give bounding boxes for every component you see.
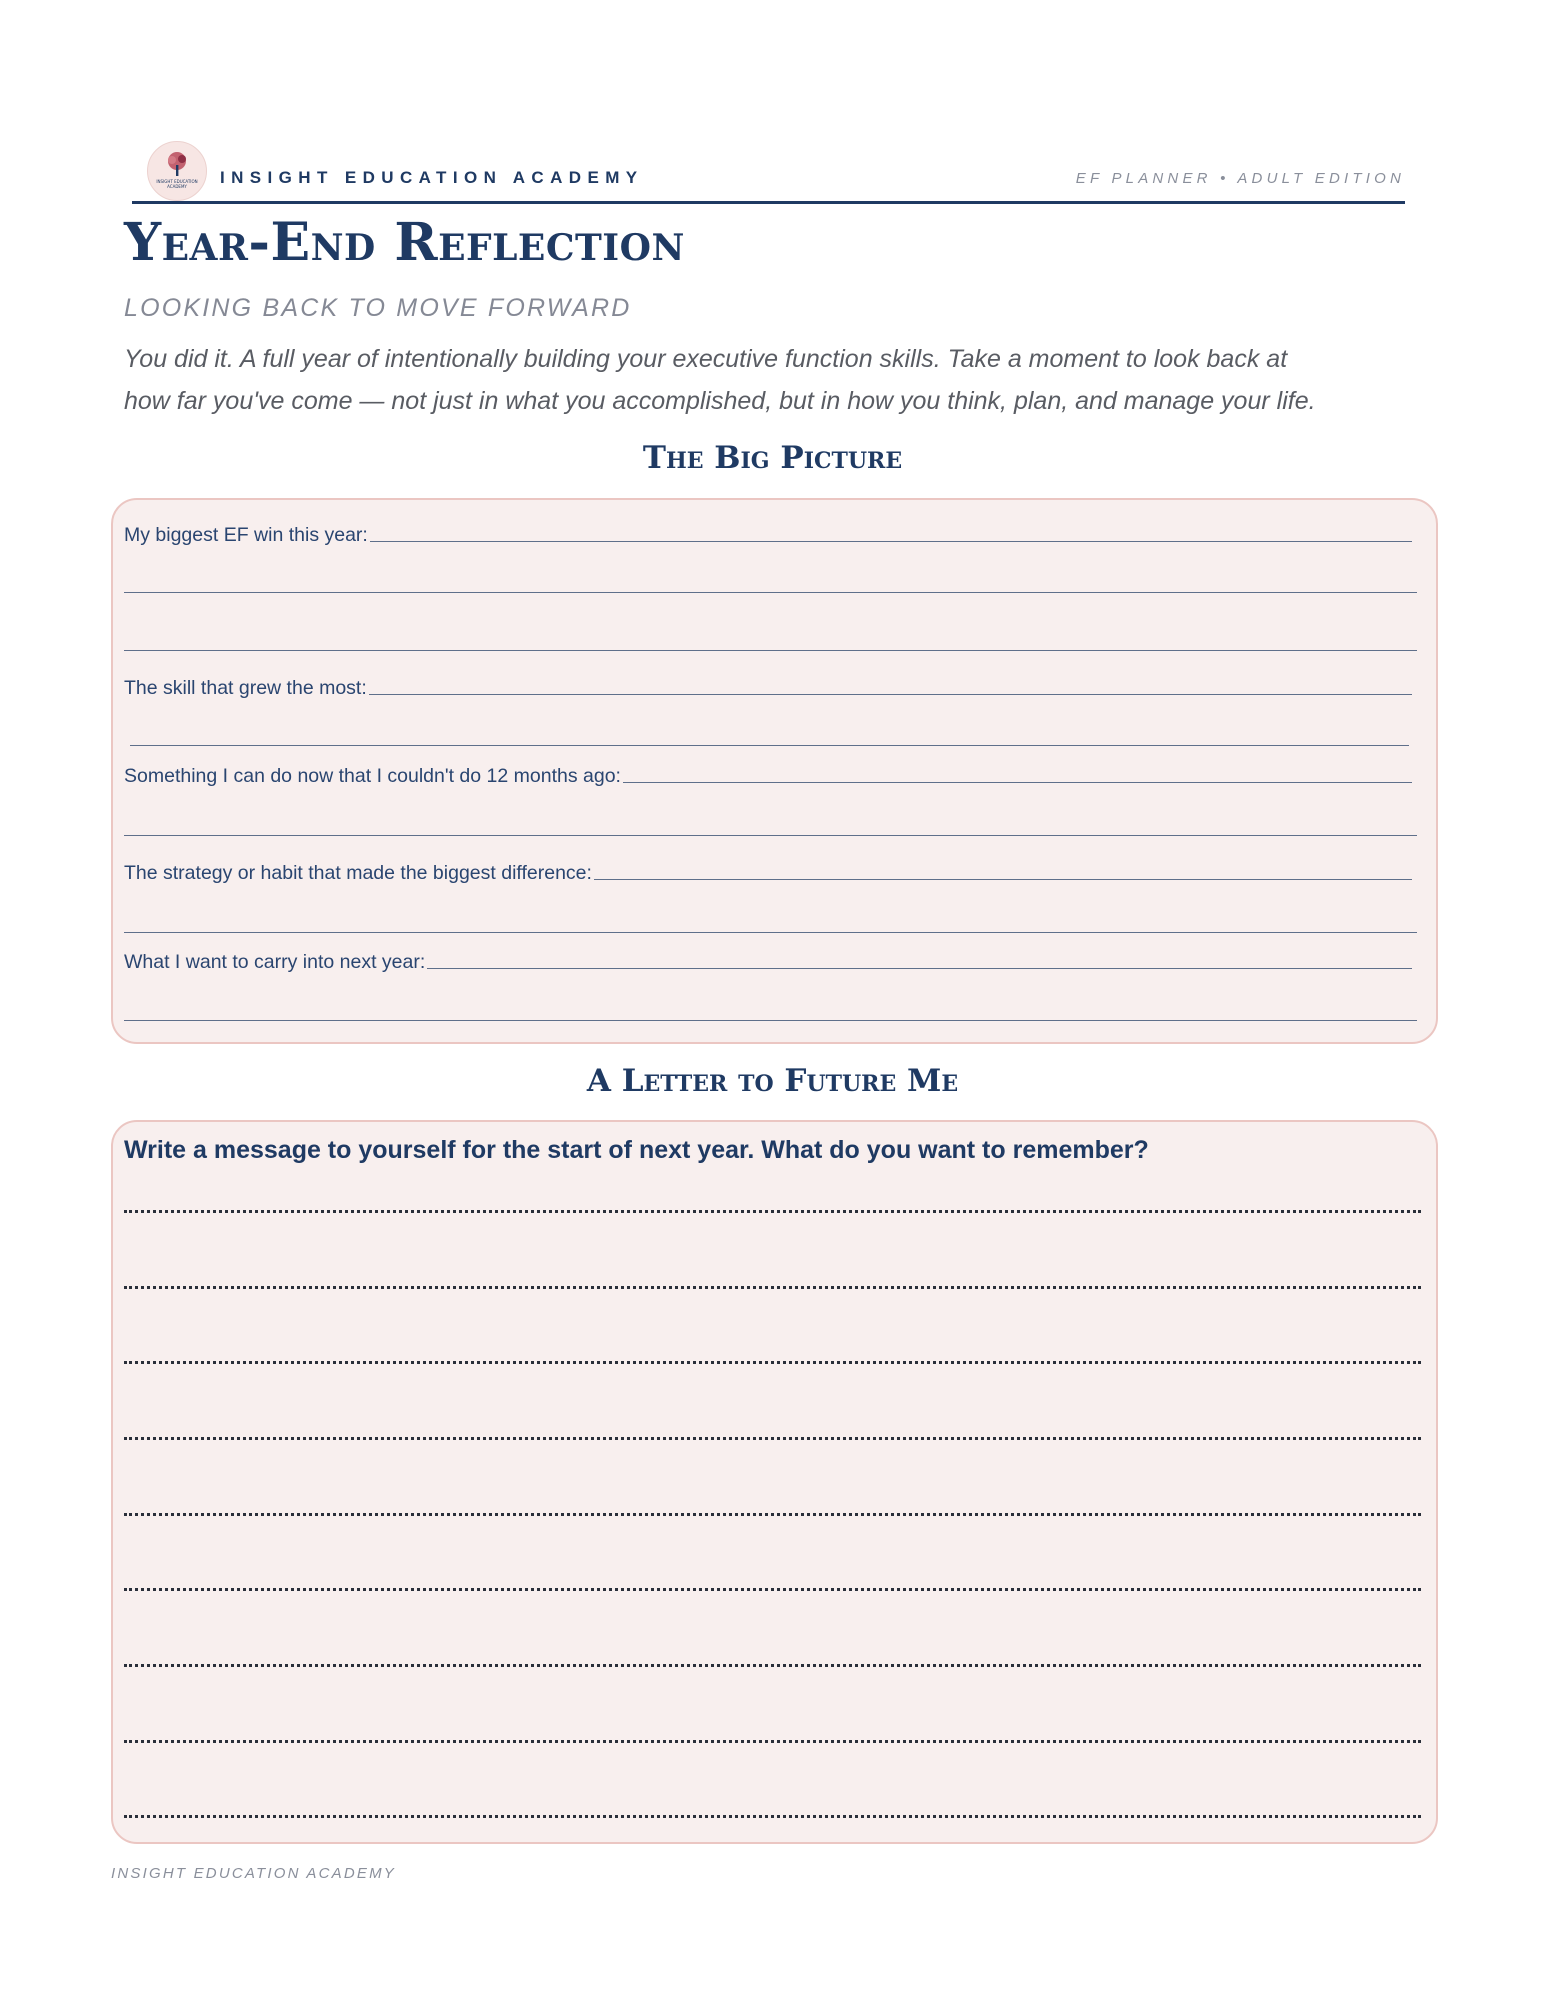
answer-line[interactable] — [130, 745, 1409, 746]
prompt-label: The strategy or habit that made the biggest difference: — [124, 862, 592, 884]
brand-name: INSIGHT EDUCATION ACADEMY — [220, 168, 644, 187]
answer-line[interactable] — [369, 694, 1412, 695]
page-subtitle: LOOKING BACK TO MOVE FORWARD — [124, 294, 632, 322]
academy-logo — [147, 141, 207, 201]
writing-line[interactable] — [124, 1437, 1421, 1440]
prompt-skill-grew — [124, 673, 1412, 699]
answer-line[interactable] — [594, 879, 1412, 880]
answer-line[interactable] — [623, 782, 1412, 783]
footer-text: INSIGHT EDUCATION ACADEMY — [111, 1865, 397, 1882]
edition-label: EF PLANNER • ADULT EDITION — [1075, 170, 1405, 187]
writing-line[interactable] — [124, 1815, 1421, 1818]
answer-line[interactable] — [124, 1020, 1417, 1021]
prompt-label: My biggest EF win this year: — [124, 524, 368, 546]
writing-line[interactable] — [124, 1361, 1421, 1364]
letter-prompt: Write a message to yourself for the start of next year. What do you want to remember? — [124, 1136, 1149, 1164]
prompt-label: Something I can do now that I couldn't do 12 months ago: — [124, 765, 621, 787]
page-title: Year-End Reflection — [124, 212, 685, 273]
intro-line-1: You did it. A full year of intentionally building your executive function skills. Take a moment to look back at — [124, 345, 1288, 373]
writing-line[interactable] — [124, 1210, 1421, 1213]
writing-line[interactable] — [124, 1740, 1421, 1743]
writing-line[interactable] — [124, 1664, 1421, 1667]
answer-line[interactable] — [124, 835, 1417, 836]
prompt-strategy — [124, 858, 1412, 884]
answer-line[interactable] — [427, 968, 1412, 969]
prompt-can-do-now — [124, 761, 1412, 787]
prompt-carry-forward — [124, 947, 1412, 973]
answer-line[interactable] — [370, 541, 1412, 542]
answer-line[interactable] — [124, 650, 1417, 651]
prompt-label: The skill that grew the most: — [124, 677, 367, 699]
logo-wordmark: INSIGHT EDUCATION ACADEMY — [156, 179, 198, 189]
writing-line[interactable] — [124, 1286, 1421, 1289]
section-heading-letter: A Letter to Future Me — [586, 1063, 959, 1099]
writing-line[interactable] — [124, 1588, 1421, 1591]
header-divider — [132, 201, 1405, 204]
intro-line-2: how far you've come — not just in what you accomplished, but in how you think, plan, and manage your life. — [124, 387, 1316, 415]
prompt-biggest-win — [124, 520, 1412, 546]
answer-line[interactable] — [124, 932, 1417, 933]
intro-paragraph — [124, 338, 1424, 422]
answer-line[interactable] — [124, 592, 1417, 593]
prompt-label: What I want to carry into next year: — [124, 951, 426, 973]
letter-panel — [111, 1120, 1438, 1844]
tree-icon — [162, 151, 192, 177]
writing-line[interactable] — [124, 1513, 1421, 1516]
section-heading-big-picture: The Big Picture — [642, 440, 903, 476]
